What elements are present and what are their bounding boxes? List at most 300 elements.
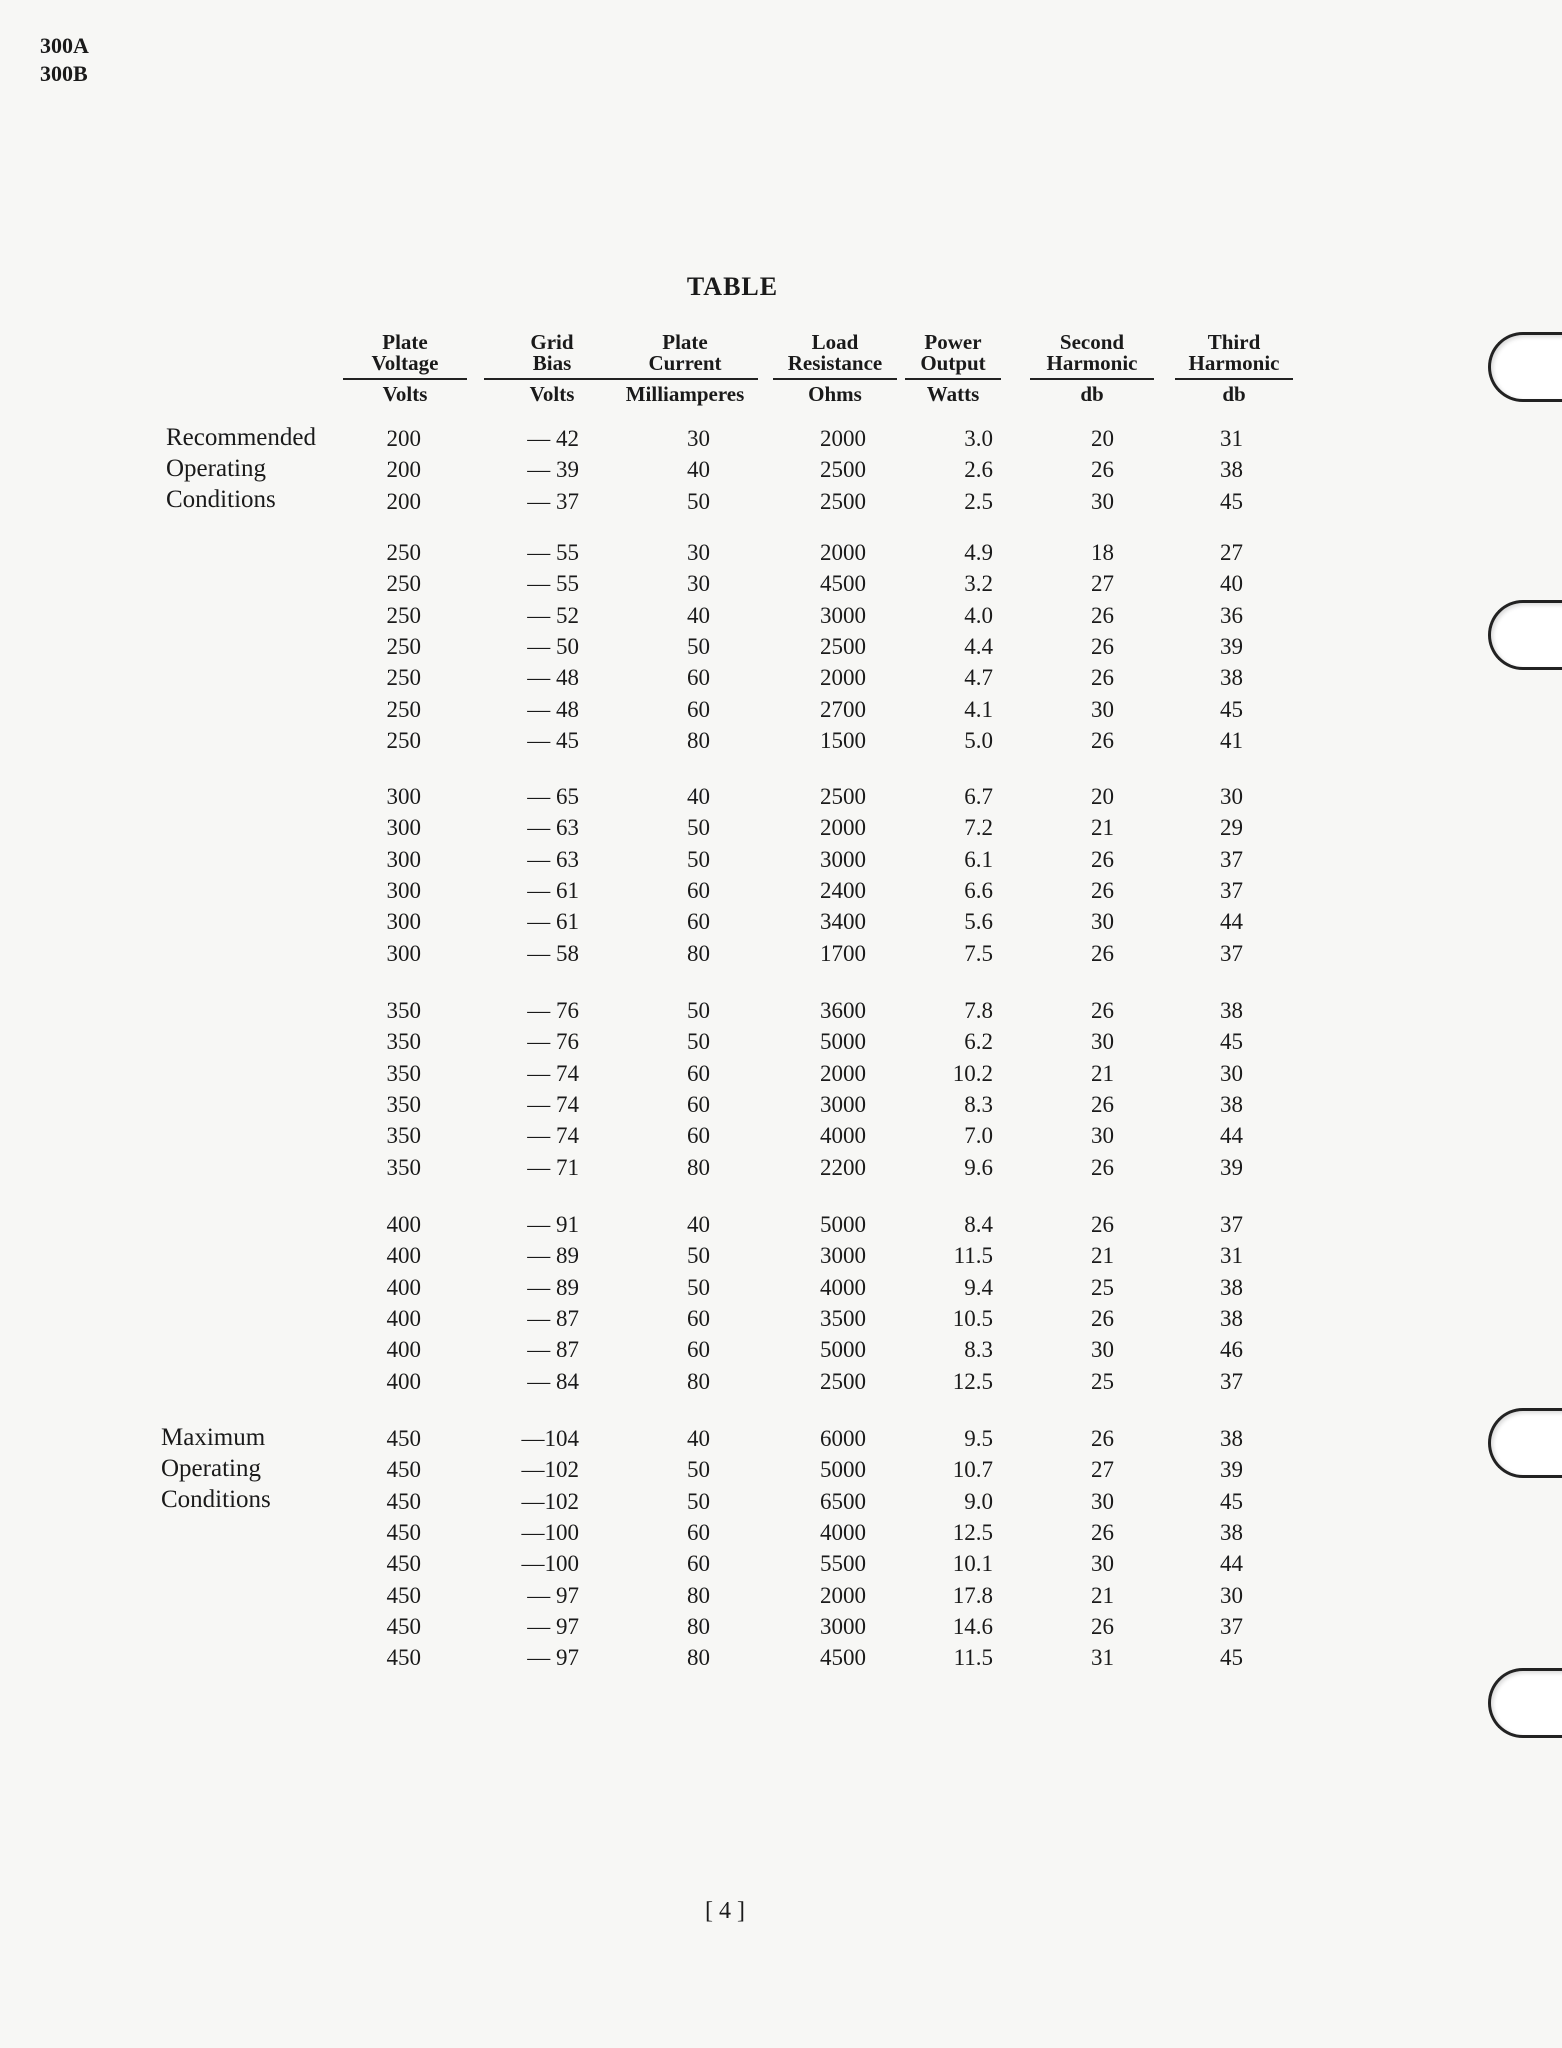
table-cell: — 84 [527,1368,579,1394]
table-cell: — 74 [527,1060,579,1086]
table-cell: 60 [687,1551,710,1577]
table-cell: — 42 [527,426,579,451]
table-cell: 4.7 [964,665,993,691]
table-row [0,813,1562,843]
table-cell: — 39 [527,457,579,483]
table-cell: — 61 [527,909,579,935]
table-cell: — 48 [527,696,579,722]
table-cell: 2700 [820,696,866,722]
table-cell: 30 [1220,1060,1243,1086]
table-cell: 41 [1220,727,1243,753]
tube-type-300b: 300B [40,61,88,86]
table-cell: 80 [687,1613,710,1639]
table-cell: 50 [687,488,710,514]
table-cell: — 61 [527,877,579,903]
table-cell: 200 [386,457,421,483]
table-cell: 37 [1220,1368,1243,1394]
condition-label-line: Conditions [161,1486,271,1513]
table-cell: 4500 [820,571,866,597]
table-cell: 5.6 [964,909,993,935]
table-cell: 3500 [820,1305,866,1331]
table-cell: 11.5 [953,1645,993,1671]
table-cell: 31 [1220,426,1243,451]
table-cell: 37 [1220,940,1243,966]
table-row [0,538,1562,568]
column-unit: Milliamperes [625,382,745,406]
table-cell: — 55 [527,540,579,565]
table-cell: 6.1 [964,846,993,872]
table-cell: 250 [386,571,421,597]
table-cell: 38 [1220,665,1243,691]
table-cell: 21 [1091,1582,1114,1608]
column-unit: db [1080,382,1104,406]
table-cell: 400 [386,1243,421,1269]
table-cell: 38 [1220,1305,1243,1331]
table-cell: 50 [687,1274,710,1300]
table-cell: 2000 [820,1582,866,1608]
table-cell: 3000 [820,1091,866,1117]
table-cell: 38 [1220,998,1243,1023]
table-cell: 38 [1220,457,1243,483]
table-cell: 350 [386,1154,421,1180]
table-cell: 350 [386,1091,421,1117]
table-cell: 3000 [820,846,866,872]
table-cell: 30 [687,571,710,597]
table-cell: 29 [1220,815,1243,841]
table-cell: 6000 [820,1426,866,1451]
table-cell: 26 [1091,846,1114,872]
table-cell: 27 [1091,571,1114,597]
header-rule [484,378,620,380]
table-cell: 45 [1220,1488,1243,1514]
table-cell: 350 [386,998,421,1023]
table-cell: 8.4 [964,1212,993,1237]
table-cell: 27 [1091,1457,1114,1483]
table-cell: 8.3 [964,1337,993,1363]
table-row [0,996,1562,1026]
column-unit: Volts [382,382,428,406]
header-rule [612,378,758,380]
table-cell: 30 [687,426,710,451]
table-cell: 5000 [820,1457,866,1483]
table-cell: 25 [1091,1274,1114,1300]
table-cell: 50 [687,1488,710,1514]
table-cell: 80 [687,727,710,753]
table-cell: 7.2 [964,815,993,841]
header-rule [773,378,897,380]
table-cell: 450 [386,1551,421,1577]
table-cell: 3600 [820,998,866,1023]
table-cell: 4000 [820,1274,866,1300]
table-cell: 30 [1220,1582,1243,1608]
table-cell: 18 [1091,540,1114,565]
table-cell: 31 [1220,1243,1243,1269]
condition-label-line: Conditions [166,486,276,513]
tube-type-label [40,32,89,88]
table-cell: 10.5 [952,1305,993,1331]
table-cell: 7.8 [964,998,993,1023]
table-cell: 30 [1091,909,1114,935]
table-cell: 50 [687,1243,710,1269]
table-cell: 400 [386,1305,421,1331]
table-cell: 60 [687,1337,710,1363]
column-unit: Watts [926,382,980,406]
column-header-line1: Plate [382,330,428,354]
header-rule [1175,378,1293,380]
table-cell: 250 [386,696,421,722]
table-cell: — 76 [527,998,579,1023]
table-cell: 200 [386,488,421,514]
table-cell: 4000 [820,1123,866,1149]
table-cell: 4.1 [964,696,993,722]
table-cell: —100 [521,1519,579,1545]
table-cell: 44 [1220,1551,1243,1577]
table-cell: 350 [386,1123,421,1149]
table-row [0,1518,1562,1548]
column-header-line2: Bias [532,351,572,375]
table-cell: 37 [1220,1212,1243,1237]
table-cell: 30 [1091,1029,1114,1055]
table-row [0,876,1562,906]
table-row [0,1455,1562,1485]
table-cell: 44 [1220,1123,1243,1149]
table-cell: 5000 [820,1212,866,1237]
table-cell: 45 [1220,696,1243,722]
table-cell: 30 [1091,1551,1114,1577]
table-cell: 40 [1220,571,1243,597]
table-cell: 27 [1220,540,1243,565]
table-cell: 50 [687,846,710,872]
table-title: TABLE [686,272,779,301]
table-cell: 31 [1091,1645,1114,1671]
table-cell: 300 [386,909,421,935]
table-cell: 450 [386,1519,421,1545]
table-cell: 39 [1220,633,1243,659]
table-cell: 6.6 [964,877,993,903]
table-cell: 60 [687,1305,710,1331]
table-cell: 350 [386,1029,421,1055]
table-cell: 5000 [820,1337,866,1363]
table-cell: 30 [1091,1337,1114,1363]
table-cell: 400 [386,1212,421,1237]
column-header [343,330,467,406]
table-cell: — 63 [527,846,579,872]
table-cell: 60 [687,1123,710,1149]
table-row [0,1367,1562,1397]
table-cell: 8.3 [964,1091,993,1117]
table-cell: —102 [521,1457,579,1483]
table-cell: 5.0 [964,727,993,753]
table-cell: — 91 [527,1212,579,1237]
table-cell: 26 [1091,1091,1114,1117]
column-header-line2: Harmonic [1046,351,1138,375]
table-cell: 250 [386,727,421,753]
table-cell: 60 [687,909,710,935]
table-cell: 26 [1091,457,1114,483]
table-row [0,726,1562,756]
table-cell: 2000 [820,426,866,451]
table-row [0,1643,1562,1673]
header-rule [1030,378,1154,380]
table-row [0,1612,1562,1642]
column-unit: Volts [529,382,575,406]
table-cell: 30 [687,540,710,565]
table-cell: 3000 [820,1613,866,1639]
condition-label-line: Operating [166,455,266,482]
table-cell: 2200 [820,1154,866,1180]
table-row [0,695,1562,725]
table-cell: 9.5 [964,1426,993,1451]
table-cell: 4.0 [964,602,993,628]
table-row [0,1549,1562,1579]
table-cell: 40 [687,1212,710,1237]
table-cell: — 37 [527,488,579,514]
table-cell: 20 [1091,784,1114,809]
table-cell: 39 [1220,1457,1243,1483]
table-cell: 1700 [820,940,866,966]
table-cell: 26 [1091,727,1114,753]
table-cell: 30 [1091,1123,1114,1149]
column-header [773,330,897,406]
table-cell: 7.0 [964,1123,993,1149]
table-cell: 6.2 [964,1029,993,1055]
table-row [0,939,1562,969]
column-header [484,330,620,406]
column-header [905,330,1001,406]
table-cell: — 74 [527,1123,579,1149]
table-row [0,907,1562,937]
table-row [0,455,1562,485]
table-cell: 2500 [820,633,866,659]
table-row [0,424,1562,454]
table-cell: 2000 [820,815,866,841]
table-row [0,601,1562,631]
table-cell: 45 [1220,1029,1243,1055]
table-cell: 30 [1091,488,1114,514]
column-header-line2: Resistance [787,351,883,375]
table-cell: 38 [1220,1091,1243,1117]
table-cell: 60 [687,665,710,691]
table-cell: 40 [687,784,710,809]
table-row [0,632,1562,662]
table-cell: 3000 [820,602,866,628]
table-cell: 200 [386,426,421,451]
table-cell: 300 [386,815,421,841]
table-cell: — 50 [527,633,579,659]
table-cell: 250 [386,602,421,628]
table-cell: 80 [687,1154,710,1180]
column-unit: db [1222,382,1246,406]
table-cell: 10.2 [952,1060,993,1086]
column-header-line1: Power [924,330,982,354]
table-cell: 26 [1091,665,1114,691]
table-cell: 45 [1220,1645,1243,1671]
table-cell: 26 [1091,1305,1114,1331]
column-header-line1: Load [811,330,859,354]
binder-hole [1488,600,1562,670]
column-header [612,330,758,406]
table-cell: 6.7 [964,784,993,809]
table-cell: 11.5 [953,1243,993,1269]
table-row [0,1153,1562,1183]
table-cell: 26 [1091,1519,1114,1545]
table-cell: 17.8 [952,1582,993,1608]
table-cell: 50 [687,815,710,841]
table-cell: 400 [386,1274,421,1300]
table-cell: — 55 [527,571,579,597]
table-cell: 44 [1220,909,1243,935]
table-cell: 26 [1091,940,1114,966]
table-cell: 26 [1091,877,1114,903]
table-cell: — 63 [527,815,579,841]
table-cell: 37 [1220,1613,1243,1639]
table-cell: 21 [1091,1243,1114,1269]
table-row [0,1090,1562,1120]
column-header-line1: Grid [530,330,574,354]
table-row [0,782,1562,812]
table-cell: 46 [1220,1337,1243,1363]
table-row [0,1581,1562,1611]
table-cell: 26 [1091,1154,1114,1180]
condition-label-line: Recommended [166,424,316,451]
table-cell: 9.0 [964,1488,993,1514]
table-cell: 12.5 [952,1368,993,1394]
table-cell: 10.7 [952,1457,993,1483]
table-cell: 3.0 [964,426,993,451]
table-cell: 300 [386,784,421,809]
table-row [0,1241,1562,1271]
table-row [0,569,1562,599]
table-cell: 4500 [820,1645,866,1671]
table-cell: — 76 [527,1029,579,1055]
table-cell: 450 [386,1457,421,1483]
table-cell: — 48 [527,665,579,691]
table-row [0,1027,1562,1057]
table-cell: —100 [521,1551,579,1577]
table-cell: 2000 [820,1060,866,1086]
column-header-line2: Output [920,351,986,375]
table-row [0,1487,1562,1517]
table-cell: 9.6 [964,1154,993,1180]
table-row [0,1059,1562,1089]
column-unit: Ohms [808,382,862,406]
table-cell: 40 [687,602,710,628]
table-cell: 30 [1091,1488,1114,1514]
binder-hole [1488,1668,1562,1738]
column-header [1175,330,1293,406]
table-cell: 2.5 [964,488,993,514]
column-header-line1: Third [1207,330,1261,354]
column-header-line1: Plate [662,330,708,354]
table-cell: 4000 [820,1519,866,1545]
table-cell: 21 [1091,815,1114,841]
table-cell: 36 [1220,602,1243,628]
table-cell: 450 [386,1582,421,1608]
table-cell: 38 [1220,1426,1243,1451]
table-cell: 3000 [820,1243,866,1269]
table-row [0,1335,1562,1365]
table-cell: 26 [1091,1613,1114,1639]
table-cell: 26 [1091,1426,1114,1451]
column-header-line1: Second [1059,330,1125,354]
condition-label-line: Maximum [161,1424,266,1451]
table-cell: 250 [386,665,421,691]
table-cell: — 45 [527,727,579,753]
binder-hole [1488,332,1562,402]
table-cell: 4.9 [964,540,993,565]
table-cell: 300 [386,846,421,872]
table-cell: 80 [687,1582,710,1608]
table-cell: 30 [1091,696,1114,722]
table-cell: 25 [1091,1368,1114,1394]
condition-label-line: Operating [161,1455,261,1482]
column-header-line2: Current [648,351,722,375]
table-cell: —102 [521,1488,579,1514]
table-cell: — 71 [527,1154,579,1180]
table-cell: 450 [386,1488,421,1514]
table-cell: 350 [386,1060,421,1086]
table-cell: 4.4 [964,633,993,659]
table-cell: 60 [687,696,710,722]
table-cell: 80 [687,1368,710,1394]
table-cell: 450 [386,1613,421,1639]
table-row [0,487,1562,517]
table-cell: — 74 [527,1091,579,1117]
table-cell: 37 [1220,877,1243,903]
table-cell: — 87 [527,1305,579,1331]
table-cell: 80 [687,1645,710,1671]
table-cell: 39 [1220,1154,1243,1180]
column-header [1030,330,1154,406]
table-cell: — 87 [527,1337,579,1363]
table-cell: — 65 [527,784,579,809]
binder-hole [1488,1408,1562,1478]
table-cell: 300 [386,877,421,903]
table-row [0,1121,1562,1151]
table-row [0,663,1562,693]
table-cell: 5000 [820,1029,866,1055]
table-cell: — 97 [527,1582,579,1608]
table-cell: 30 [1220,784,1243,809]
table-cell: 9.4 [964,1274,993,1300]
header-rule [343,378,467,380]
table-cell: 7.5 [964,940,993,966]
tube-type-300a: 300A [40,33,89,58]
table-cell: 45 [1220,488,1243,514]
table-cell: 2500 [820,784,866,809]
table-cell: 26 [1091,602,1114,628]
table-cell: —104 [521,1426,579,1451]
table-cell: 26 [1091,998,1114,1023]
table-cell: 2500 [820,457,866,483]
table-cell: 3.2 [964,571,993,597]
table-cell: 20 [1091,426,1114,451]
table-cell: 400 [386,1337,421,1363]
table-cell: 450 [386,1645,421,1671]
table-cell: 60 [687,1091,710,1117]
table-cell: 10.1 [952,1551,993,1577]
table-cell: 40 [687,457,710,483]
table-cell: 80 [687,940,710,966]
table-cell: 1500 [820,727,866,753]
table-cell: 250 [386,540,421,565]
table-cell: 2000 [820,665,866,691]
table-cell: 60 [687,877,710,903]
table-cell: 300 [386,940,421,966]
table-cell: 14.6 [952,1613,993,1639]
column-header-line2: Voltage [371,351,439,375]
table-cell: — 58 [527,940,579,966]
